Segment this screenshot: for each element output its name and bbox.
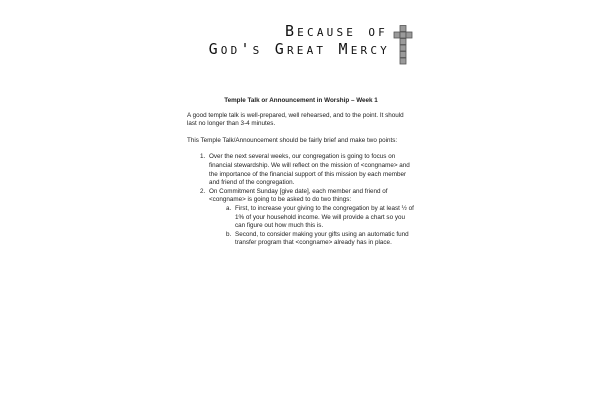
points-intro-paragraph: This Temple Talk/Announcement should be fairly brief and make two points:: [187, 136, 398, 144]
intro-paragraph: A good temple talk is well-prepared, well rehearsed, and to the point. It should last no longer than 3-4 minutes.: [187, 111, 404, 128]
document-body: [187, 97, 415, 248]
header-line-1: Because of: [284, 22, 388, 40]
header-line-2: God's Great Mercy: [208, 40, 390, 58]
list-item: [207, 188, 415, 248]
main-points-list: [187, 153, 415, 248]
list-item: [207, 153, 415, 187]
cross-icon: [393, 25, 413, 65]
list-item: b. Second, to consider making your gifts using an automatic fund transfer program that <congname> already has in place.: [233, 231, 415, 248]
point-text: On Commitment Sunday [give date], each member and friend of <congname> is going to be asked to do two things:: [209, 187, 388, 204]
list-item: a. First, to increase your giving to the congregation by at least ½ of 1% of your household income. We will provide a chart so you can figure out how much this is.: [233, 205, 415, 231]
page-header: [180, 22, 390, 58]
sub-points-list: [209, 205, 415, 248]
point-text: Over the next several weeks, our congregation is going to focus on financial stewardship. We will reflect on the mission of <congname> and the importance of the financial support of this mission by each member and friend of the congregation.: [209, 153, 410, 187]
document-title: Temple Talk or Announcement in Worship – Week 1: [224, 97, 378, 104]
